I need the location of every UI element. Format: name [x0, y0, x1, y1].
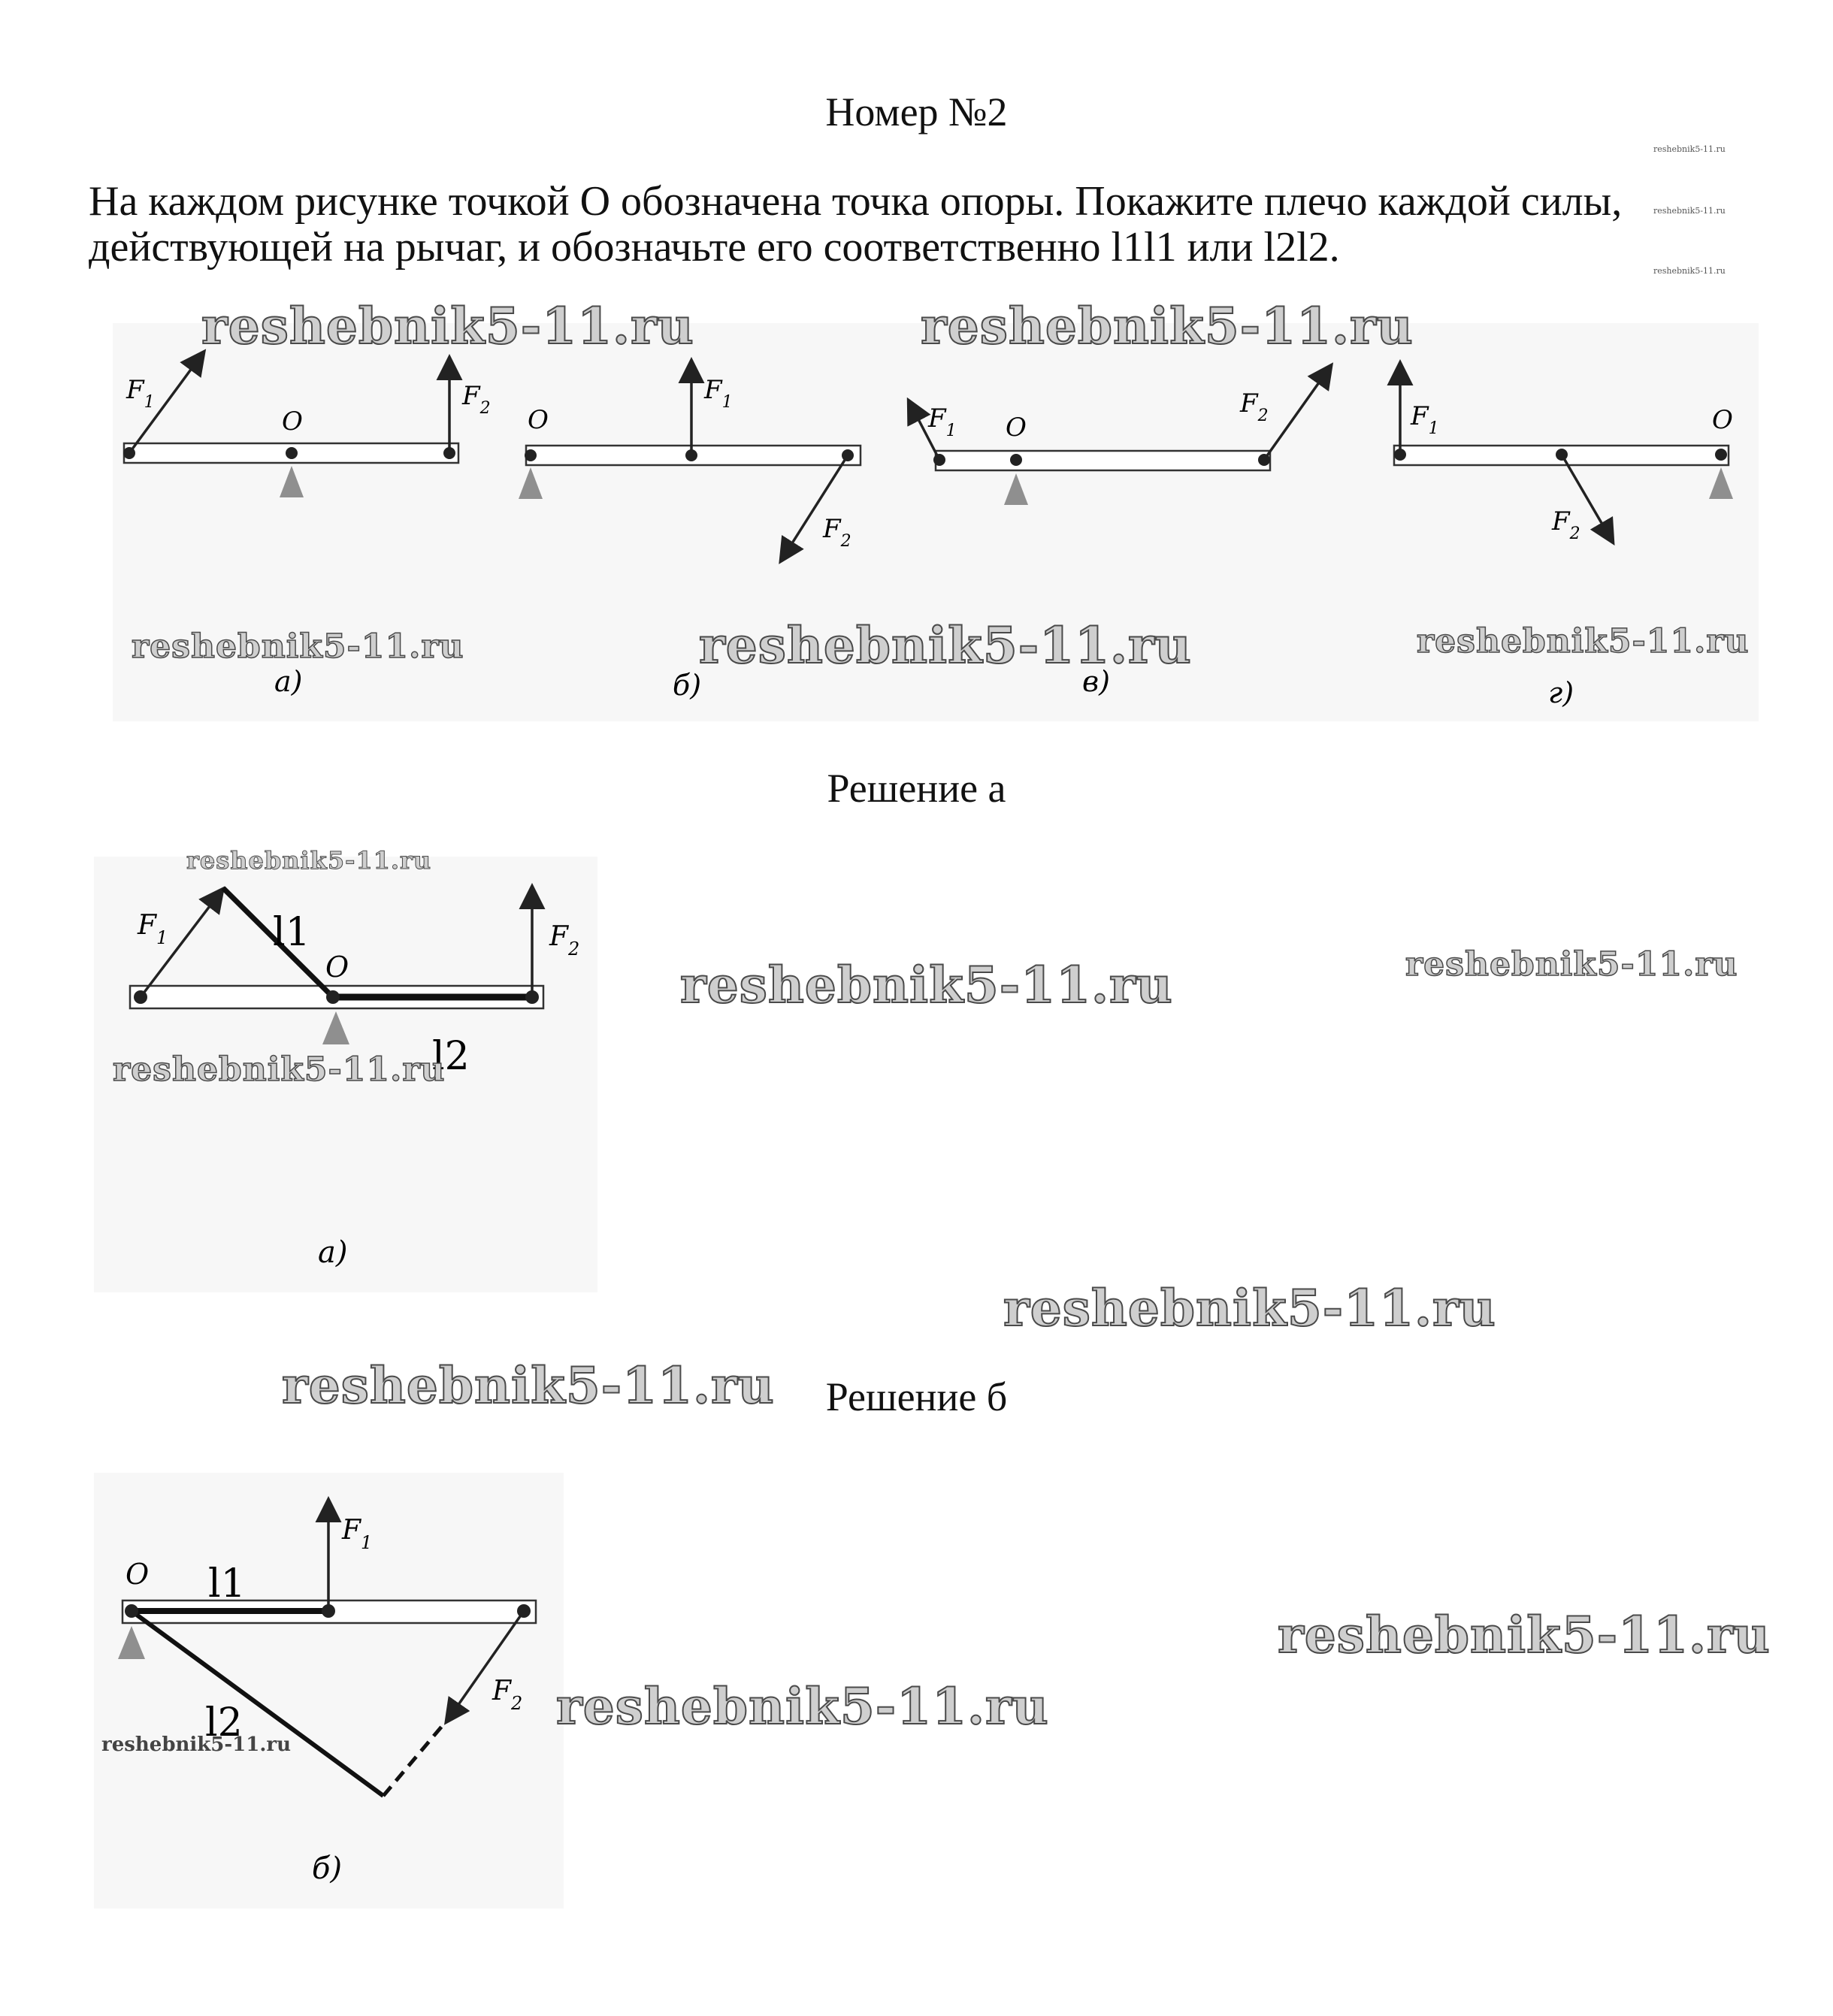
force-label-f2: $F_2$	[549, 921, 580, 960]
watermark: reshebnik5-11.ru	[1653, 206, 1726, 216]
pivot-label: O	[282, 407, 303, 437]
watermark: reshebnik5-11.ru	[201, 297, 694, 355]
force-label-f1: $F_1$	[342, 1515, 373, 1553]
panel-caption: б)	[312, 1851, 343, 1886]
force-label-f2: $F_2$	[492, 1676, 523, 1714]
arm-l2-label: l2	[205, 1700, 243, 1745]
solution-b-figure	[94, 1473, 564, 1909]
watermark: reshebnik5-11.ru	[699, 616, 1192, 675]
watermark: reshebnik5-11.ru	[1003, 1279, 1496, 1337]
panel-caption: а)	[274, 665, 303, 698]
force-label-f1: $F_1$	[704, 375, 733, 412]
panel-caption: г)	[1548, 676, 1574, 709]
force-label-f2: $F_2$	[462, 381, 491, 418]
watermark: reshebnik5-11.ru	[1653, 144, 1726, 154]
panel-caption: в)	[1082, 665, 1110, 698]
watermark: reshebnik5-11.ru	[1278, 1606, 1771, 1664]
arm-l1-label: l1	[273, 910, 310, 955]
pivot-label: O	[1006, 413, 1027, 443]
panel-caption: а)	[318, 1235, 348, 1270]
watermark: reshebnik5-11.ru	[282, 1356, 775, 1415]
force-label-f1: $F_1$	[928, 404, 957, 440]
solution-a-heading: Решение а	[827, 766, 1006, 811]
pivot-label: O	[528, 405, 549, 435]
force-label-f2: $F_2$	[1552, 506, 1580, 543]
solution-b-heading: Решение б	[825, 1374, 1008, 1419]
pivot-label: O	[325, 951, 349, 984]
force-label-f2: $F_2$	[1240, 388, 1269, 425]
watermark: reshebnik5-11.ru	[921, 297, 1414, 355]
force-label-f2: $F_2$	[823, 514, 851, 551]
watermark: reshebnik5-11.ru	[101, 1733, 292, 1756]
watermark: reshebnik5-11.ru	[680, 956, 1173, 1014]
watermark: reshebnik5-11.ru	[132, 627, 464, 666]
panel-caption: б)	[673, 669, 702, 702]
force-label-f1: $F_1$	[1411, 401, 1439, 438]
watermark: reshebnik5-11.ru	[1405, 945, 1738, 984]
watermark: reshebnik5-11.ru	[186, 846, 432, 875]
arm-l2-label: l2	[432, 1034, 470, 1079]
page-title: Номер №2	[825, 89, 1008, 135]
pivot-label: O	[126, 1558, 150, 1591]
force-label-f1: $F_1$	[126, 375, 155, 412]
watermark: reshebnik5-11.ru	[1653, 266, 1726, 276]
force-label-f1: $F_1$	[138, 910, 168, 948]
watermark: reshebnik5-11.ru	[556, 1677, 1049, 1736]
task-text: На каждом рисунке точкой О обозначена точка опоры. Покажите плечо каждой силы, действующей на рычаг, и обозначьте его соответственно l1l1 или l2l2.	[89, 178, 1623, 271]
arm-l1-label: l1	[208, 1561, 246, 1606]
watermark: reshebnik5-11.ru	[113, 1050, 446, 1089]
watermark: reshebnik5-11.ru	[1417, 622, 1750, 660]
pivot-label: O	[1712, 405, 1733, 435]
